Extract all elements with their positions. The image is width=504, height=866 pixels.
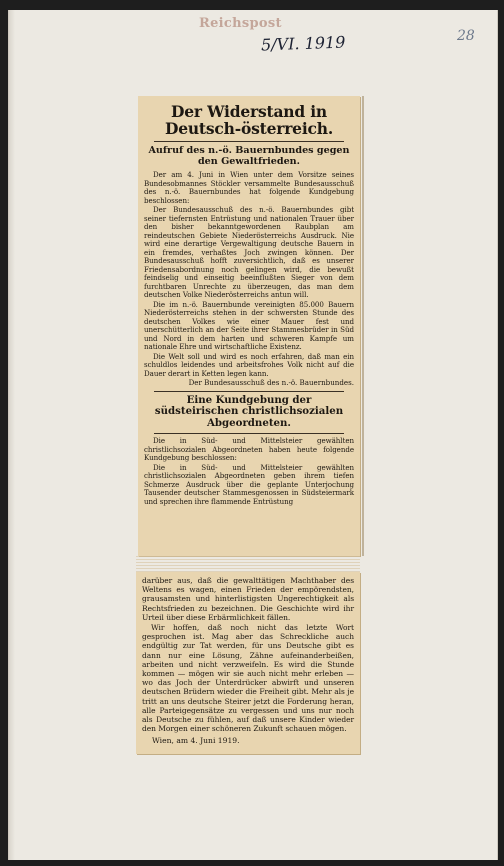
article2-continued-paragraph: Wir hoffen, daß noch nicht das letzte Wort gesprochen ist. Mag aber das Schreckliche auch endgültig zur Tat werden, für uns Deutsche gibt es dann nur eine Lösung, Zähne aufeinanderbeißen, arbeiten und nicht verzweifeln. Es wird die Stunde kommen — mögen wir sie auch nicht mehr erleben — wo das Joch der Unterdrücker abwirft und unseren deutschen Brüdern wieder die Freiheit gibt. Mehr als je tritt an uns deutsche Steirer jetzt die Forderung heran, alle Parteigegensätze zu vergessen und uns nur noch als Deutsche zu fühlen, auf daß unsere Kinder wieder den Morgen einer schöneren Zukunft schauen mögen. xyxy=(142,623,354,734)
article1-subhead: Aufruf des n.-ö. Bauernbundes gegen den Gewaltfrieden. xyxy=(148,145,350,167)
page-number: 28 xyxy=(457,28,475,44)
newspaper-clipping-2 xyxy=(136,572,360,754)
article2-headline: Eine Kundgebung der südsteirischen christlichsozialen Abgeordneten. xyxy=(154,393,344,429)
article2-paragraph: Die in Süd- und Mittelsteier gewählten christlichsozialen Abgeordneten haben heute folgende Kundgebung beschlossen: xyxy=(144,436,354,462)
article1-signature: Der Bundesausschuß des n.-ö. Bauernbundes. xyxy=(188,378,354,387)
article2-dateline: Wien, am 4. Juni 1919. xyxy=(152,736,240,746)
newspaper-clipping-1 xyxy=(138,96,360,556)
clipping-edge xyxy=(362,96,364,556)
article1-headline: Der Widerstand in Deutsch-österreich. xyxy=(164,102,334,138)
article1-paragraph: Der am 4. Juni in Wien unter dem Vorsitze seines Bundesobmannes Stöckler versammelte Bundesausschuß des n.-ö. Bauernbundes hat folgende Kundgebung beschlossen: xyxy=(144,170,354,205)
divider xyxy=(154,391,344,392)
article1-paragraph: Die im n.-ö. Bauernbunde vereinigten 85.000 Bauern Niederösterreichs stehen in der schwersten Stunde des deutschen Volkes wie einer Mauer fest und unerschütterlich an der Seite ihrer Stammesbrüder in Süd und Nord in dem harten und schweren Kampfe um nationale Ehre und wirtschaftliche Existenz. xyxy=(144,299,354,351)
page-edge xyxy=(9,10,15,860)
article2-paragraph: Die in Süd- und Mittelsteier gewählten christlichsozialen Abgeordneten geben ihrem tiefen Schmerze Ausdruck über die geplante Unterjochung Tausender deutscher Stammesgenossen in Südsteiermark und sprechen ihre flammende Entrüstung xyxy=(144,462,354,506)
article1-paragraph: Die Welt soll und wird es noch erfahren, daß man ein schuldlos leidendes und arbeitsfrohes Volk nicht auf die Dauer derart in Ketten legen kann. xyxy=(144,351,354,378)
article1-paragraph: Der Bundesausschuß des n.-ö. Bauernbundes gibt seiner tiefernsten Entrüstung und nationalen Trauer über den bisher bekanntgewordenen Raubplan am reindeutschen Gebiete Niederösterreichs Ausdruck. Nie wird eine derartige Vergewaltigung deutsche Bauern in ein fremdes, verhaßtes Joch zwingen können. Der Bundesausschuß hofft zuversichtlich, daß es unserer Friedensabordnung noch gelingen wird, die bewußt feindselig und einseitig beeinflußten Sieger von dem furchtbaren Unrechte zu überzeugen, das man dem deutschen Volke Niederösterreichs antun will. xyxy=(144,205,354,299)
handwritten-date: 5/VI. 1919 xyxy=(260,32,346,55)
divider xyxy=(154,433,344,434)
newspaper-stamp: Reichspost xyxy=(199,16,282,31)
divider xyxy=(154,141,344,142)
article2-continued-paragraph: darüber aus, daß die gewalttätigen Machthaber des Weltens es wagen, einen Frieden der empörendsten, grausamsten und hinterlistigsten Ungerechtigkeit als Rechtsfrieden zu bezeichnen. Die Geschichte wird ihr Urteil über diese Erbärmlichkeit fällen. xyxy=(142,576,354,622)
